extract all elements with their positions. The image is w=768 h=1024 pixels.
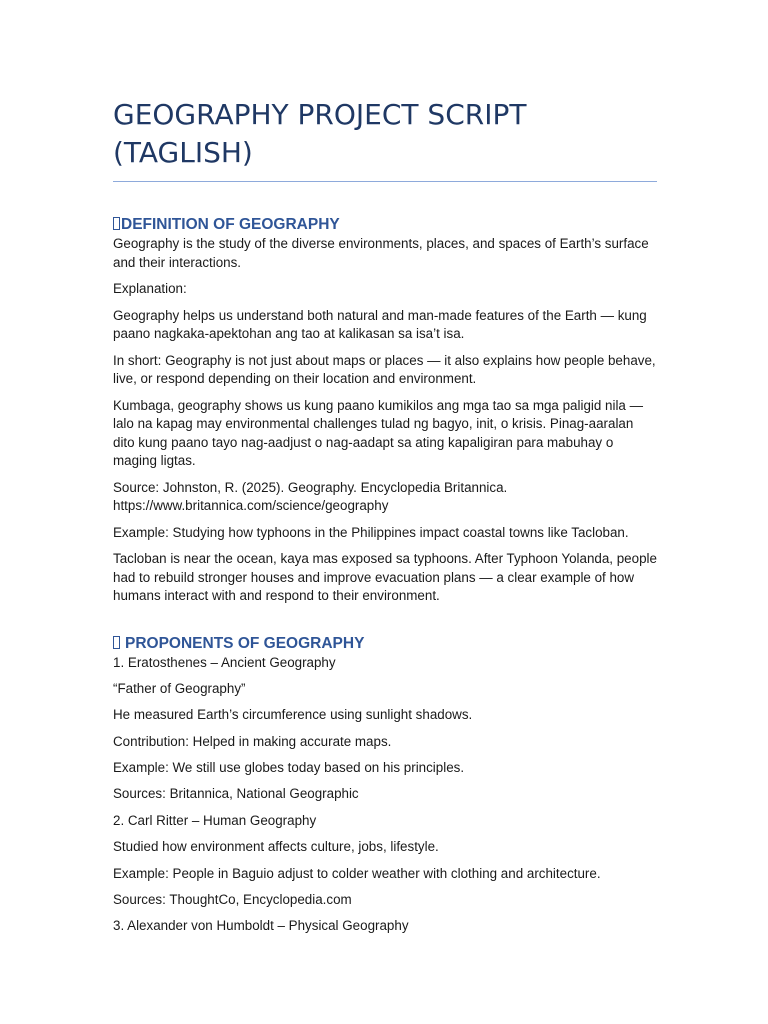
- paragraph: Tacloban is near the ocean, kaya mas exposed sa typhoons. After Typhoon Yolanda, people had to rebuild stronger houses and improve evacuation plans — a clear example of how humans interact with and respond to their environment.: [113, 551, 657, 603]
- paragraph: Sources: ThoughtCo, Encyclopedia.com: [113, 892, 352, 908]
- paragraph: Geography is the study of the diverse environments, places, and spaces of Earth’s surface and their interactions.: [113, 236, 649, 270]
- paragraph: Sources: Britannica, National Geographic: [113, 786, 359, 802]
- paragraph: Example: People in Baguio adjust to colder weather with clothing and architecture.: [113, 865, 601, 881]
- list-item: 2. Carl Ritter – Human Geography: [113, 812, 317, 828]
- paragraph: Example: Studying how typhoons in the Philippines impact coastal towns like Tacloban.: [113, 524, 629, 540]
- document-title: GEOGRAPHY PROJECT SCRIPT (TAGLISH): [113, 96, 657, 182]
- paragraph: Kumbaga, geography shows us kung paano kumikilos ang mga tao sa mga paligid nila — lalo na kapag may environmental challenges tulad ng bagyo, init, o krisis. Pinag-aaralan dito kung paano tayo nag-aadjust o nag-aadapt sa ating kapaligiran para mabuhay o maging ligtas.: [113, 397, 643, 468]
- section-heading-text: PROPONENTS OF GEOGRAPHY: [125, 634, 365, 652]
- paragraph: In short: Geography is not just about maps or places — it also explains how people behave, live, or respond depending on their location and environment.: [113, 352, 656, 386]
- section-heading: [113, 634, 657, 654]
- paragraph: Studied how environment affects culture, jobs, lifestyle.: [113, 839, 439, 855]
- section-heading-text: DEFINITION OF GEOGRAPHY: [121, 216, 340, 233]
- section-definition: [113, 215, 657, 606]
- paragraph: He measured Earth’s circumference using sunlight shadows.: [113, 707, 473, 723]
- source-paragraph: Source: Johnston, R. (2025). Geography. Encyclopedia Britannica. https://www.britannica.com/science/geography: [113, 479, 508, 513]
- paragraph: Geography helps us understand both natural and man-made features of the Earth — kung paano nagkaka-apektohan ang tao at kalikasan sa isa’t isa.: [113, 307, 647, 341]
- section-proponents: [113, 634, 657, 936]
- paragraph: Explanation:: [113, 281, 187, 296]
- document-body: [113, 96, 657, 936]
- paragraph: Contribution: Helped in making accurate maps.: [113, 733, 392, 749]
- list-item: 1. Eratosthenes – Ancient Geography: [113, 654, 336, 670]
- paragraph: Example: We still use globes today based on his principles.: [113, 760, 465, 776]
- list-item: 3. Alexander von Humboldt – Physical Geography: [113, 918, 409, 934]
- missing-glyph-icon: [113, 636, 120, 649]
- missing-glyph-icon: [113, 217, 120, 230]
- paragraph: “Father of Geography”: [113, 680, 246, 696]
- section-heading: [113, 215, 657, 235]
